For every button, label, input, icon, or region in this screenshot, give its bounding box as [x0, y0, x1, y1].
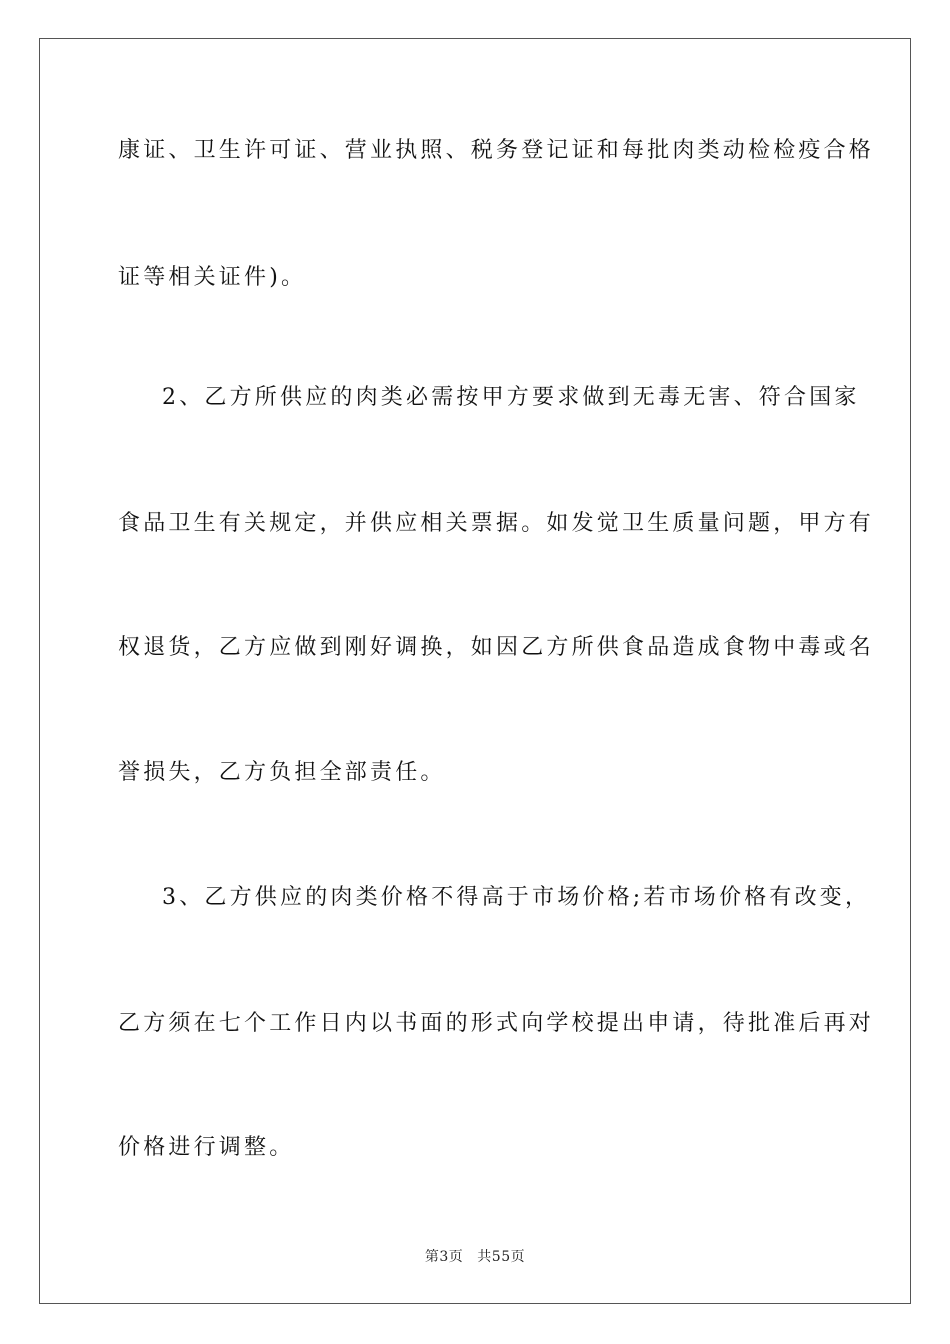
body-text-line: 乙方须在七个工作日内以书面的形式向学校提出申请，待批准后再对	[118, 1011, 875, 1036]
body-text-line: 价格进行调整。	[118, 1135, 295, 1160]
page-border	[39, 38, 911, 1304]
paragraph-start-line: 3、乙方供应的肉类价格不得高于市场价格;若市场价格有改变，	[162, 885, 871, 910]
body-text-line: 誉损失，乙方负担全部责任。	[118, 760, 446, 785]
total-pages: 共55页	[477, 1249, 526, 1265]
body-text-line: 证等相关证件)。	[118, 265, 307, 290]
paragraph-start-line: 2、乙方所供应的肉类必需按甲方要求做到无毒无害、符合国家	[162, 385, 860, 410]
body-text-line: 食品卫生有关规定，并供应相关票据。如发觉卫生质量问题，甲方有	[118, 511, 875, 536]
page-number: 第3页	[424, 1249, 464, 1265]
page-footer	[0, 1247, 950, 1267]
body-text-line: 康证、卫生许可证、营业执照、税务登记证和每批肉类动检检疫合格	[118, 138, 875, 163]
body-text-line: 权退货，乙方应做到刚好调换，如因乙方所供食品造成食物中毒或名	[118, 635, 875, 660]
